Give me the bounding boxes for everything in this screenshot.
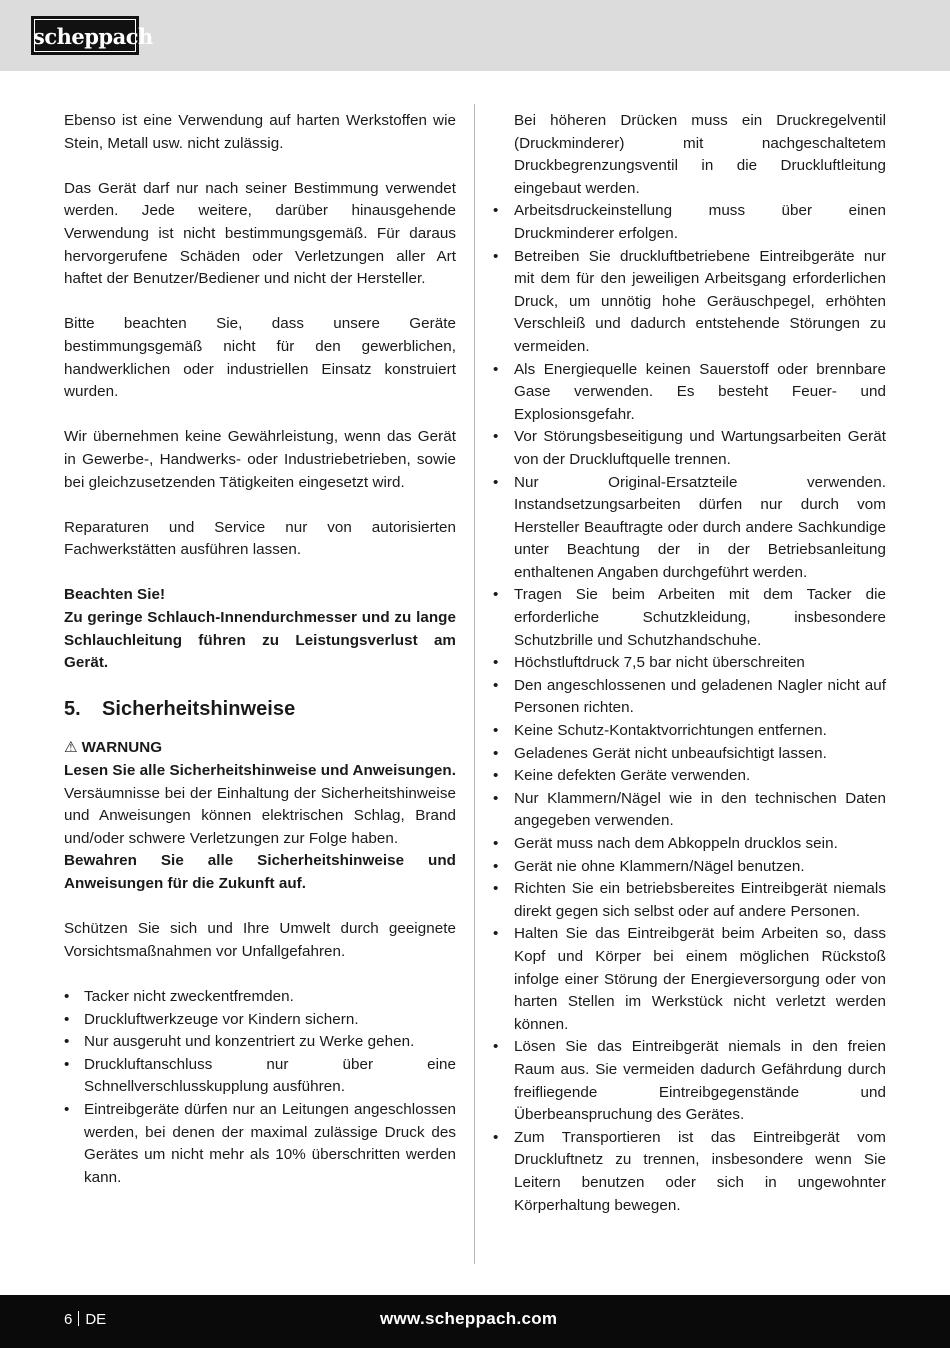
warning-label: WARNUNG: [81, 739, 163, 757]
list-item: • Zum Transportieren ist das Eintreibgerät vom Druckluftnetz zu trennen, insbesondere wenn Sie Leitern benutzen oder sich in ungewohnter Körperhaltung bewegen.: [493, 1127, 886, 1217]
list-item: • Richten Sie ein betriebsbereites Eintreibgerät niemals direkt gegen sich selbst oder auf andere Personen.: [493, 878, 886, 923]
page-indicator: [64, 1311, 106, 1329]
warning-keep-instructions: Bewahren Sie alle Sicherheitshinweise und Anweisungen für die Zukunft auf.: [64, 852, 456, 892]
website-link[interactable]: www.scheppach.com: [380, 1309, 558, 1328]
paragraph-non-commercial: Bitte beachten Sie, dass unsere Geräte bestimmungsgemäß nicht für den gewerblichen, handwerklichen oder industriellen Einsatz konstruiert wurden.: [64, 315, 456, 401]
paragraph-protect: Schützen Sie sich und Ihre Umwelt durch geeignete Vorsichtsmaßnahmen vor Unfallgefahren.: [64, 920, 456, 960]
list-item: • Höchstluftdruck 7,5 bar nicht überschreiten: [493, 652, 886, 675]
continued-bullet-text: Bei höheren Drücken muss ein Druckregelventil (Druckminderer) mit nachgeschaltetem Druckbegrenzungsventil in die Druckluftleitung eingebaut werden.: [514, 112, 886, 197]
page-footer: [0, 1295, 950, 1348]
list-item: • Gerät muss nach dem Abkoppeln drucklos sein.: [493, 833, 886, 856]
list-item: • Lösen Sie das Eintreibgerät niemals in den freien Raum aus. Sie vermeiden dadurch Gefährdung durch freifliegende Eintreibgegenstände und Überbeanspruchung des Gerätes.: [493, 1036, 886, 1126]
warning-triangle-icon: ⚠: [64, 739, 78, 757]
scheppach-logo: scheppach: [31, 16, 139, 55]
warning-paragraph: [64, 760, 456, 850]
paragraph-materials: Ebenso ist eine Verwendung auf harten Werkstoffen wie Stein, Metall usw. nicht zulässig.: [64, 112, 456, 152]
warning-bold-lead: Lesen Sie alle Sicherheitshinweise und Anweisungen.: [64, 762, 456, 780]
language-code: DE: [85, 1311, 107, 1328]
list-item: • Eintreibgeräte dürfen nur an Leitungen angeschlossen werden, bei denen der maximal zulässige Druck des Gerätes um nicht mehr als 10% überschritten werden kann.: [64, 1099, 456, 1189]
list-item: • Keine defekten Geräte verwenden.: [493, 765, 886, 788]
list-item: • Keine Schutz-Kontaktvorrichtungen entfernen.: [493, 720, 886, 743]
list-item: • Vor Störungsbeseitigung und Wartungsarbeiten Gerät von der Druckluftquelle trennen.: [493, 426, 886, 471]
list-item: • Nur ausgeruht und konzentriert zu Werke gehen.: [64, 1031, 456, 1054]
list-item: • Druckluftanschluss nur über eine Schnellverschlusskupplung ausführen.: [64, 1054, 456, 1099]
paragraph-warranty: Wir übernehmen keine Gewährleistung, wenn das Gerät in Gewerbe-, Handwerks- oder Industriebetrieben, sowie bei gleichzusetzenden Tätigkeiten eingesetzt wird.: [64, 428, 456, 491]
section-title: Sicherheitshinweise: [102, 698, 296, 721]
list-item: • Arbeitsdruckeinstellung muss über einen Druckminderer erfolgen.: [493, 200, 886, 245]
list-item: • Druckluftwerkzeuge vor Kindern sichern.: [64, 1009, 456, 1032]
page-separator: [78, 1311, 79, 1326]
column-divider: [474, 104, 475, 1264]
list-item: • Geladenes Gerät nicht unbeaufsichtigt lassen.: [493, 743, 886, 766]
list-item: • Gerät nie ohne Klammern/Nägel benutzen.: [493, 856, 886, 879]
left-column: [64, 110, 456, 1189]
list-item: • Betreiben Sie druckluftbetriebene Eintreibgeräte nur mit dem für den jeweiligen Arbeitsgang erforderlichen Druck, um unnötig hohe Geräuschpegel, erhöhten Verschleiß und dadurch entstehende Störungen zu vermeiden.: [493, 246, 886, 359]
paragraph-intended-use: Das Gerät darf nur nach seiner Bestimmung verwendet werden. Jede weitere, darüber hinausgehende Verwendung ist nicht bestimmungsgemäß. Für daraus hervorgerufene Schäden oder Verletzungen aller Art haftet der Benutzer/Bediener und nicht der Hersteller.: [64, 179, 456, 288]
left-bullet-list: [64, 986, 456, 1189]
section-number: 5.: [64, 698, 81, 721]
list-item: • Halten Sie das Eintreibgerät beim Arbeiten so, dass Kopf und Körper bei einem möglichen Rückstoß infolge einer Störung der Energieversorgung oder von harten Stellen im Werkstück nicht verletzt werden können.: [493, 923, 886, 1036]
warning-heading: [64, 737, 456, 760]
right-column: [493, 110, 886, 1217]
list-item: • Tragen Sie beim Arbeiten mit dem Tacker die erforderliche Schutzkleidung, insbesondere Schutzbrille und Schutzhandschuhe.: [493, 584, 886, 652]
note-text: Zu geringe Schlauch-Innendurchmesser und zu lange Schlauchleitung führen zu Leistungsverlust am Gerät.: [64, 609, 456, 672]
page-number: 6: [64, 1311, 73, 1328]
list-item: • Tacker nicht zweckentfremden.: [64, 986, 456, 1009]
note-title: Beachten Sie!: [64, 586, 166, 604]
section-heading: [64, 697, 456, 721]
warning-body: Versäumnisse bei der Einhaltung der Sicherheitshinweise und Anweisungen können elektrischen Schlag, Brand und/oder schwere Verletzungen zur Folge haben.: [64, 784, 456, 847]
list-item: • Nur Original-Ersatzteile verwenden. Instandsetzungsarbeiten dürfen nur durch vom Hersteller Beauftragte oder durch andere Sachkundige unter Beachtung der in der Betriebsanleitung enthaltenen Angaben durchgeführt werden.: [493, 472, 886, 585]
right-bullet-list: [493, 200, 886, 1217]
list-item: • Nur Klammern/Nägel wie in den technischen Daten angegeben verwenden.: [493, 788, 886, 833]
paragraph-repairs: Reparaturen und Service nur von autorisierten Fachwerkstätten ausführen lassen.: [64, 518, 456, 559]
page-header: [0, 0, 950, 71]
list-item: • Als Energiequelle keinen Sauerstoff oder brennbare Gase verwenden. Es besteht Feuer- und Explosionsgefahr.: [493, 359, 886, 427]
list-item: • Den angeschlossenen und geladenen Nagler nicht auf Personen richten.: [493, 675, 886, 720]
